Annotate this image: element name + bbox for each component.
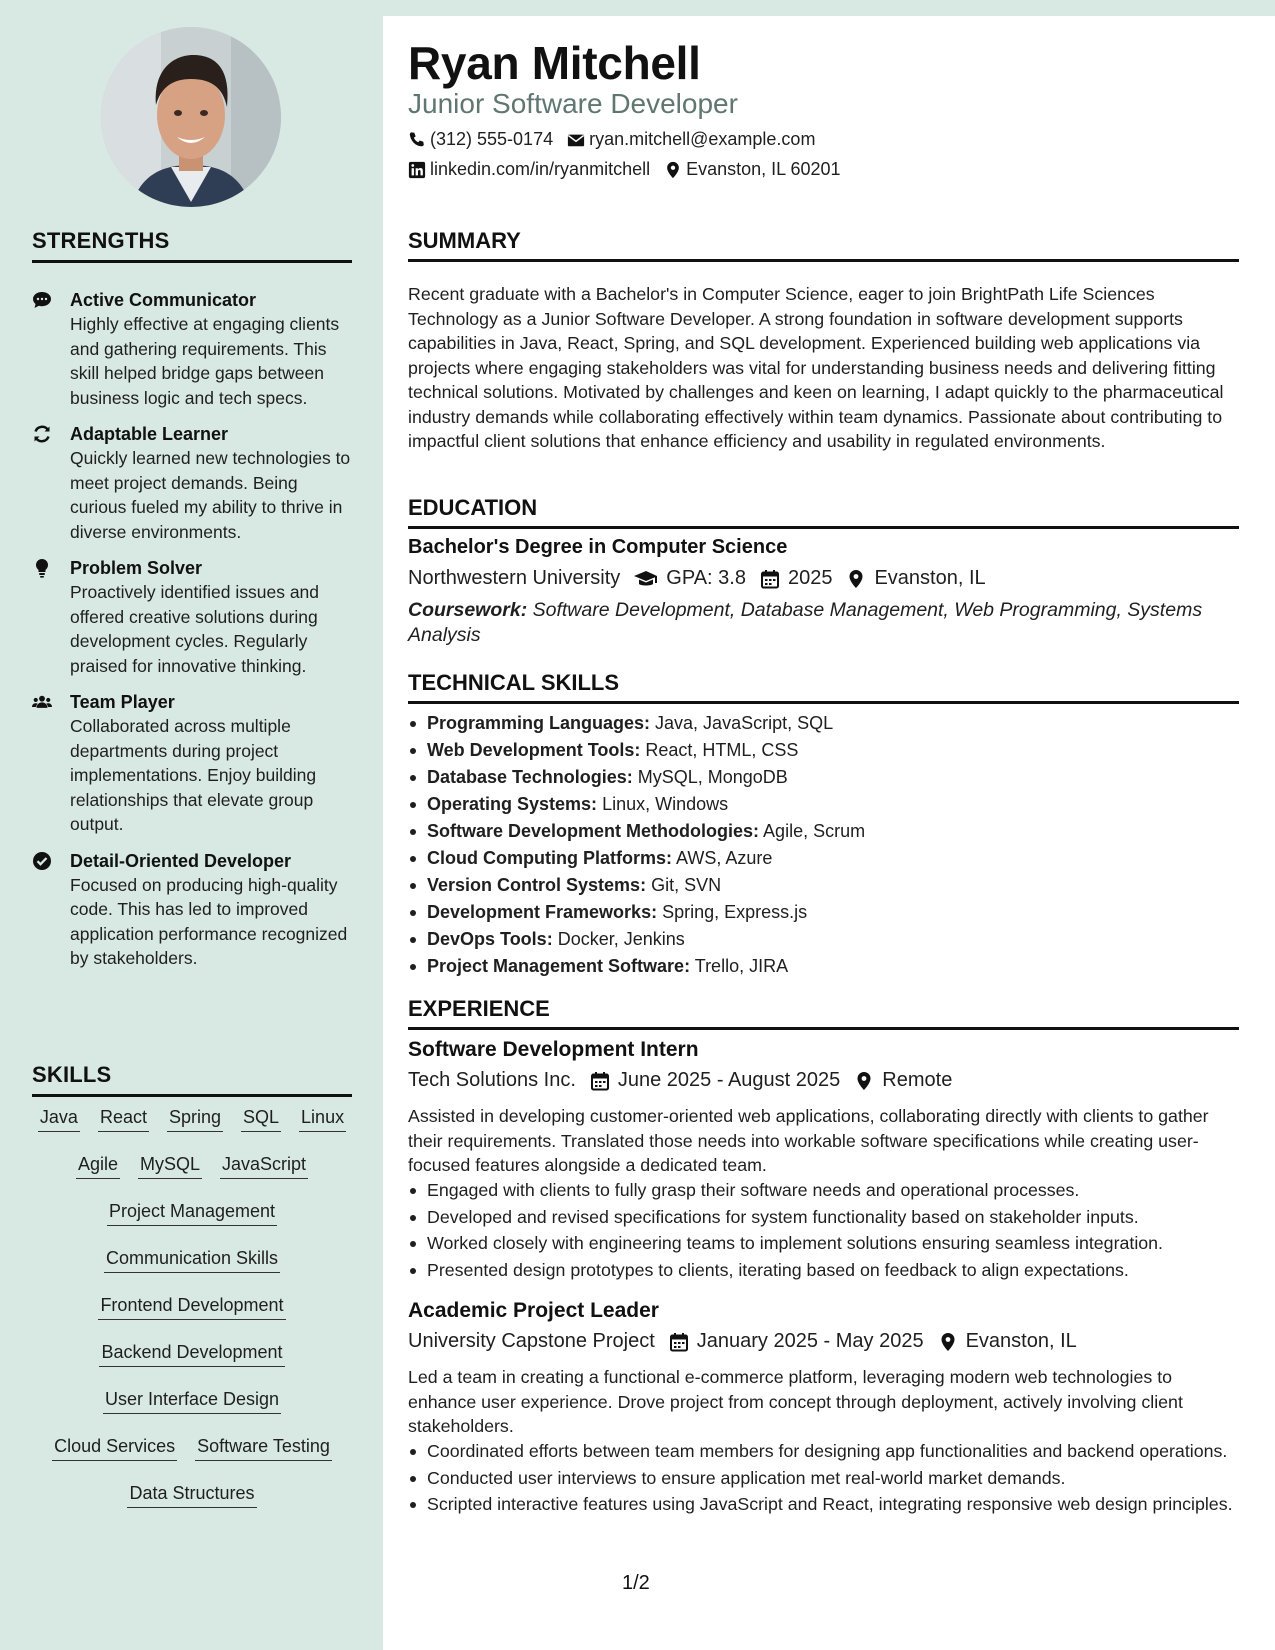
skill-tag: Software Testing <box>195 1435 332 1461</box>
skill-tag: Linux <box>299 1106 346 1132</box>
chat-bubble-icon <box>32 288 70 410</box>
list-item: Presented design prototypes to clients, iterating based on feedback to align expectations. <box>408 1258 1240 1283</box>
job-bullets <box>408 1178 1240 1284</box>
map-pin-icon <box>854 1071 882 1091</box>
email-link[interactable]: ryan.mitchell@example.com <box>589 129 816 149</box>
strength-description: Highly effective at engaging clients and gathering requirements. This skill helped bridge gaps between business logic and tech specs. <box>70 314 340 408</box>
check-circle-icon <box>32 849 70 971</box>
strength-title: Active Communicator <box>70 290 257 310</box>
strengths-list <box>32 288 354 983</box>
skill-tag: Frontend Development <box>98 1294 285 1320</box>
page-number: 1/2 <box>622 1572 650 1594</box>
gpa-text: GPA: 3.8 <box>666 567 746 589</box>
strengths-heading: STRENGTHS <box>32 228 352 263</box>
strength-item <box>32 556 354 678</box>
skill-tag: React <box>98 1106 149 1132</box>
lightbulb-icon <box>32 556 70 678</box>
summary-heading: SUMMARY <box>408 228 1239 262</box>
education-heading: EDUCATION <box>408 495 1239 529</box>
map-pin-icon <box>846 569 874 589</box>
strength-description: Quickly learned new technologies to meet project demands. Being curious fueled my ability to thrive in diverse environments. <box>70 448 351 542</box>
skills-tags <box>32 1106 352 1529</box>
job-dates: January 2025 - May 2025 <box>696 1330 924 1352</box>
skills-heading: SKILLS <box>32 1062 352 1097</box>
degree-title: Bachelor's Degree in Computer Science <box>408 536 788 558</box>
calendar-icon <box>669 1332 697 1352</box>
skill-tag: Cloud Services <box>52 1435 177 1461</box>
profile-photo <box>101 27 281 207</box>
candidate-name: Ryan Mitchell <box>408 37 701 89</box>
list-item: Version Control Systems: Git, SVN <box>408 872 1240 899</box>
contact-row-2 <box>408 159 855 180</box>
strength-item <box>32 690 354 837</box>
strength-description: Focused on producing high-quality code. This has led to improved application performance recognized by stakeholders. <box>70 874 348 968</box>
skill-tag: Project Management <box>107 1200 277 1226</box>
strength-title: Problem Solver <box>70 558 203 578</box>
technical-skills-heading: TECHNICAL SKILLS <box>408 670 1239 704</box>
skill-tag: Agile <box>76 1153 120 1179</box>
users-icon <box>32 690 70 837</box>
coursework-label: Coursework: <box>408 599 528 621</box>
summary-text: Recent graduate with a Bachelor's in Computer Science, eager to join BrightPath Life Sciences Technology as a Junior Software Developer. A strong foundation in software development supports capabilities in Java, React, Spring, and SQL development. Experienced building web applications via projects where engaging stakeholders was vital for understanding business needs and delivering fitting technical solutions. Motivated by challenges and keen on learning, I adapt quickly to the pharmaceutical industry demands while collaborating effectively within team dynamics. Passionate about contributing to impactful client solutions that enhance efficiency and usability in regulated environments. <box>408 284 1224 451</box>
list-item: Development Frameworks: Spring, Express.js <box>408 899 1240 926</box>
location-text: Evanston, IL 60201 <box>686 159 841 179</box>
job-location: Remote <box>882 1069 953 1091</box>
list-item: Engaged with clients to fully grasp their software needs and operational processes. <box>408 1178 1240 1203</box>
list-item: Software Development Methodologies: Agile, Scrum <box>408 818 1240 845</box>
job-location: Evanston, IL <box>965 1330 1077 1352</box>
strength-item <box>32 849 354 971</box>
skill-tag: SQL <box>241 1106 281 1132</box>
list-item: Programming Languages: Java, JavaScript, SQL <box>408 710 1240 737</box>
job-meta <box>408 1330 1091 1353</box>
list-item: Cloud Computing Platforms: AWS, Azure <box>408 845 1240 872</box>
refresh-icon <box>32 422 70 544</box>
map-pin-icon <box>938 1332 966 1352</box>
school-location: Evanston, IL <box>874 567 986 589</box>
map-pin-icon <box>664 161 686 179</box>
education-meta <box>408 567 1000 590</box>
calendar-icon <box>590 1071 618 1091</box>
strength-item <box>32 288 354 410</box>
list-item: Conducted user interviews to ensure application met real-world market demands. <box>408 1466 1240 1491</box>
skill-tag: Spring <box>167 1106 223 1132</box>
envelope-icon <box>567 131 589 149</box>
list-item: Operating Systems: Linux, Windows <box>408 791 1240 818</box>
company-name: University Capstone Project <box>408 1330 655 1352</box>
strength-description: Collaborated across multiple departments during project implementations. Enjoy building relationships that elevate group output. <box>70 716 317 834</box>
strength-description: Proactively identified issues and offered creative solutions during development cycles. Regularly praised for innovative thinking. <box>70 582 320 676</box>
job-title: Software Development Intern <box>408 1038 699 1061</box>
linkedin-link[interactable]: linkedin.com/in/ryanmitchell <box>430 159 651 179</box>
list-item: Worked closely with engineering teams to implement solutions ensuring seamless integration. <box>408 1231 1240 1256</box>
skill-tag: MySQL <box>138 1153 202 1179</box>
strength-item <box>32 422 354 544</box>
job-title: Academic Project Leader <box>408 1299 659 1322</box>
job-description: Assisted in developing customer-oriented web applications, collaborating directly with clients to gather their requirements. Translated those needs into workable software specifications while creating user-focused features alongside a dedicated team. <box>408 1106 1209 1175</box>
list-item: Scripted interactive features using JavaScript and React, integrating responsive web design principles. <box>408 1492 1240 1517</box>
contact-row-1 <box>408 129 829 150</box>
job-role: Junior Software Developer <box>408 88 738 119</box>
skill-tag: Backend Development <box>99 1341 284 1367</box>
skill-tag: Java <box>38 1106 80 1132</box>
coursework-list: Software Development, Database Management, Web Programming, Systems Analysis <box>408 599 1203 646</box>
graduation-cap-icon <box>634 569 666 589</box>
job-dates: June 2025 - August 2025 <box>617 1069 841 1091</box>
skill-tag: Communication Skills <box>104 1247 280 1273</box>
graduation-year: 2025 <box>787 567 833 589</box>
school-name: Northwestern University <box>408 567 621 589</box>
calendar-icon <box>760 569 788 589</box>
list-item: Web Development Tools: React, HTML, CSS <box>408 737 1240 764</box>
job-description: Led a team in creating a functional e-commerce platform, leveraging modern web technologies to enhance user experience. Drove project from concept through deployment, actively involving client stakeholders. <box>408 1367 1183 1436</box>
job-bullets <box>408 1439 1240 1519</box>
job-meta <box>408 1069 966 1092</box>
list-item: Coordinated efforts between team members for designing app functionalities and backend operations. <box>408 1439 1240 1464</box>
strength-title: Adaptable Learner <box>70 424 229 444</box>
coursework <box>408 598 1240 647</box>
skill-tag: JavaScript <box>220 1153 308 1179</box>
list-item: Database Technologies: MySQL, MongoDB <box>408 764 1240 791</box>
strength-title: Detail-Oriented Developer <box>70 850 292 871</box>
skill-tag: User Interface Design <box>103 1388 281 1414</box>
linkedin-icon <box>408 161 430 179</box>
phone-number[interactable]: (312) 555-0174 <box>430 129 554 149</box>
experience-heading: EXPERIENCE <box>408 996 1239 1030</box>
technical-skills-list <box>408 710 1240 980</box>
strength-title: Team Player <box>70 692 175 712</box>
list-item: DevOps Tools: Docker, Jenkins <box>408 926 1240 953</box>
skill-tag: Data Structures <box>127 1482 256 1508</box>
list-item: Developed and revised specifications for system functionality based on stakeholder inputs. <box>408 1205 1240 1230</box>
phone-icon <box>408 131 430 149</box>
list-item: Project Management Software: Trello, JIRA <box>408 953 1240 980</box>
company-name: Tech Solutions Inc. <box>408 1069 576 1091</box>
